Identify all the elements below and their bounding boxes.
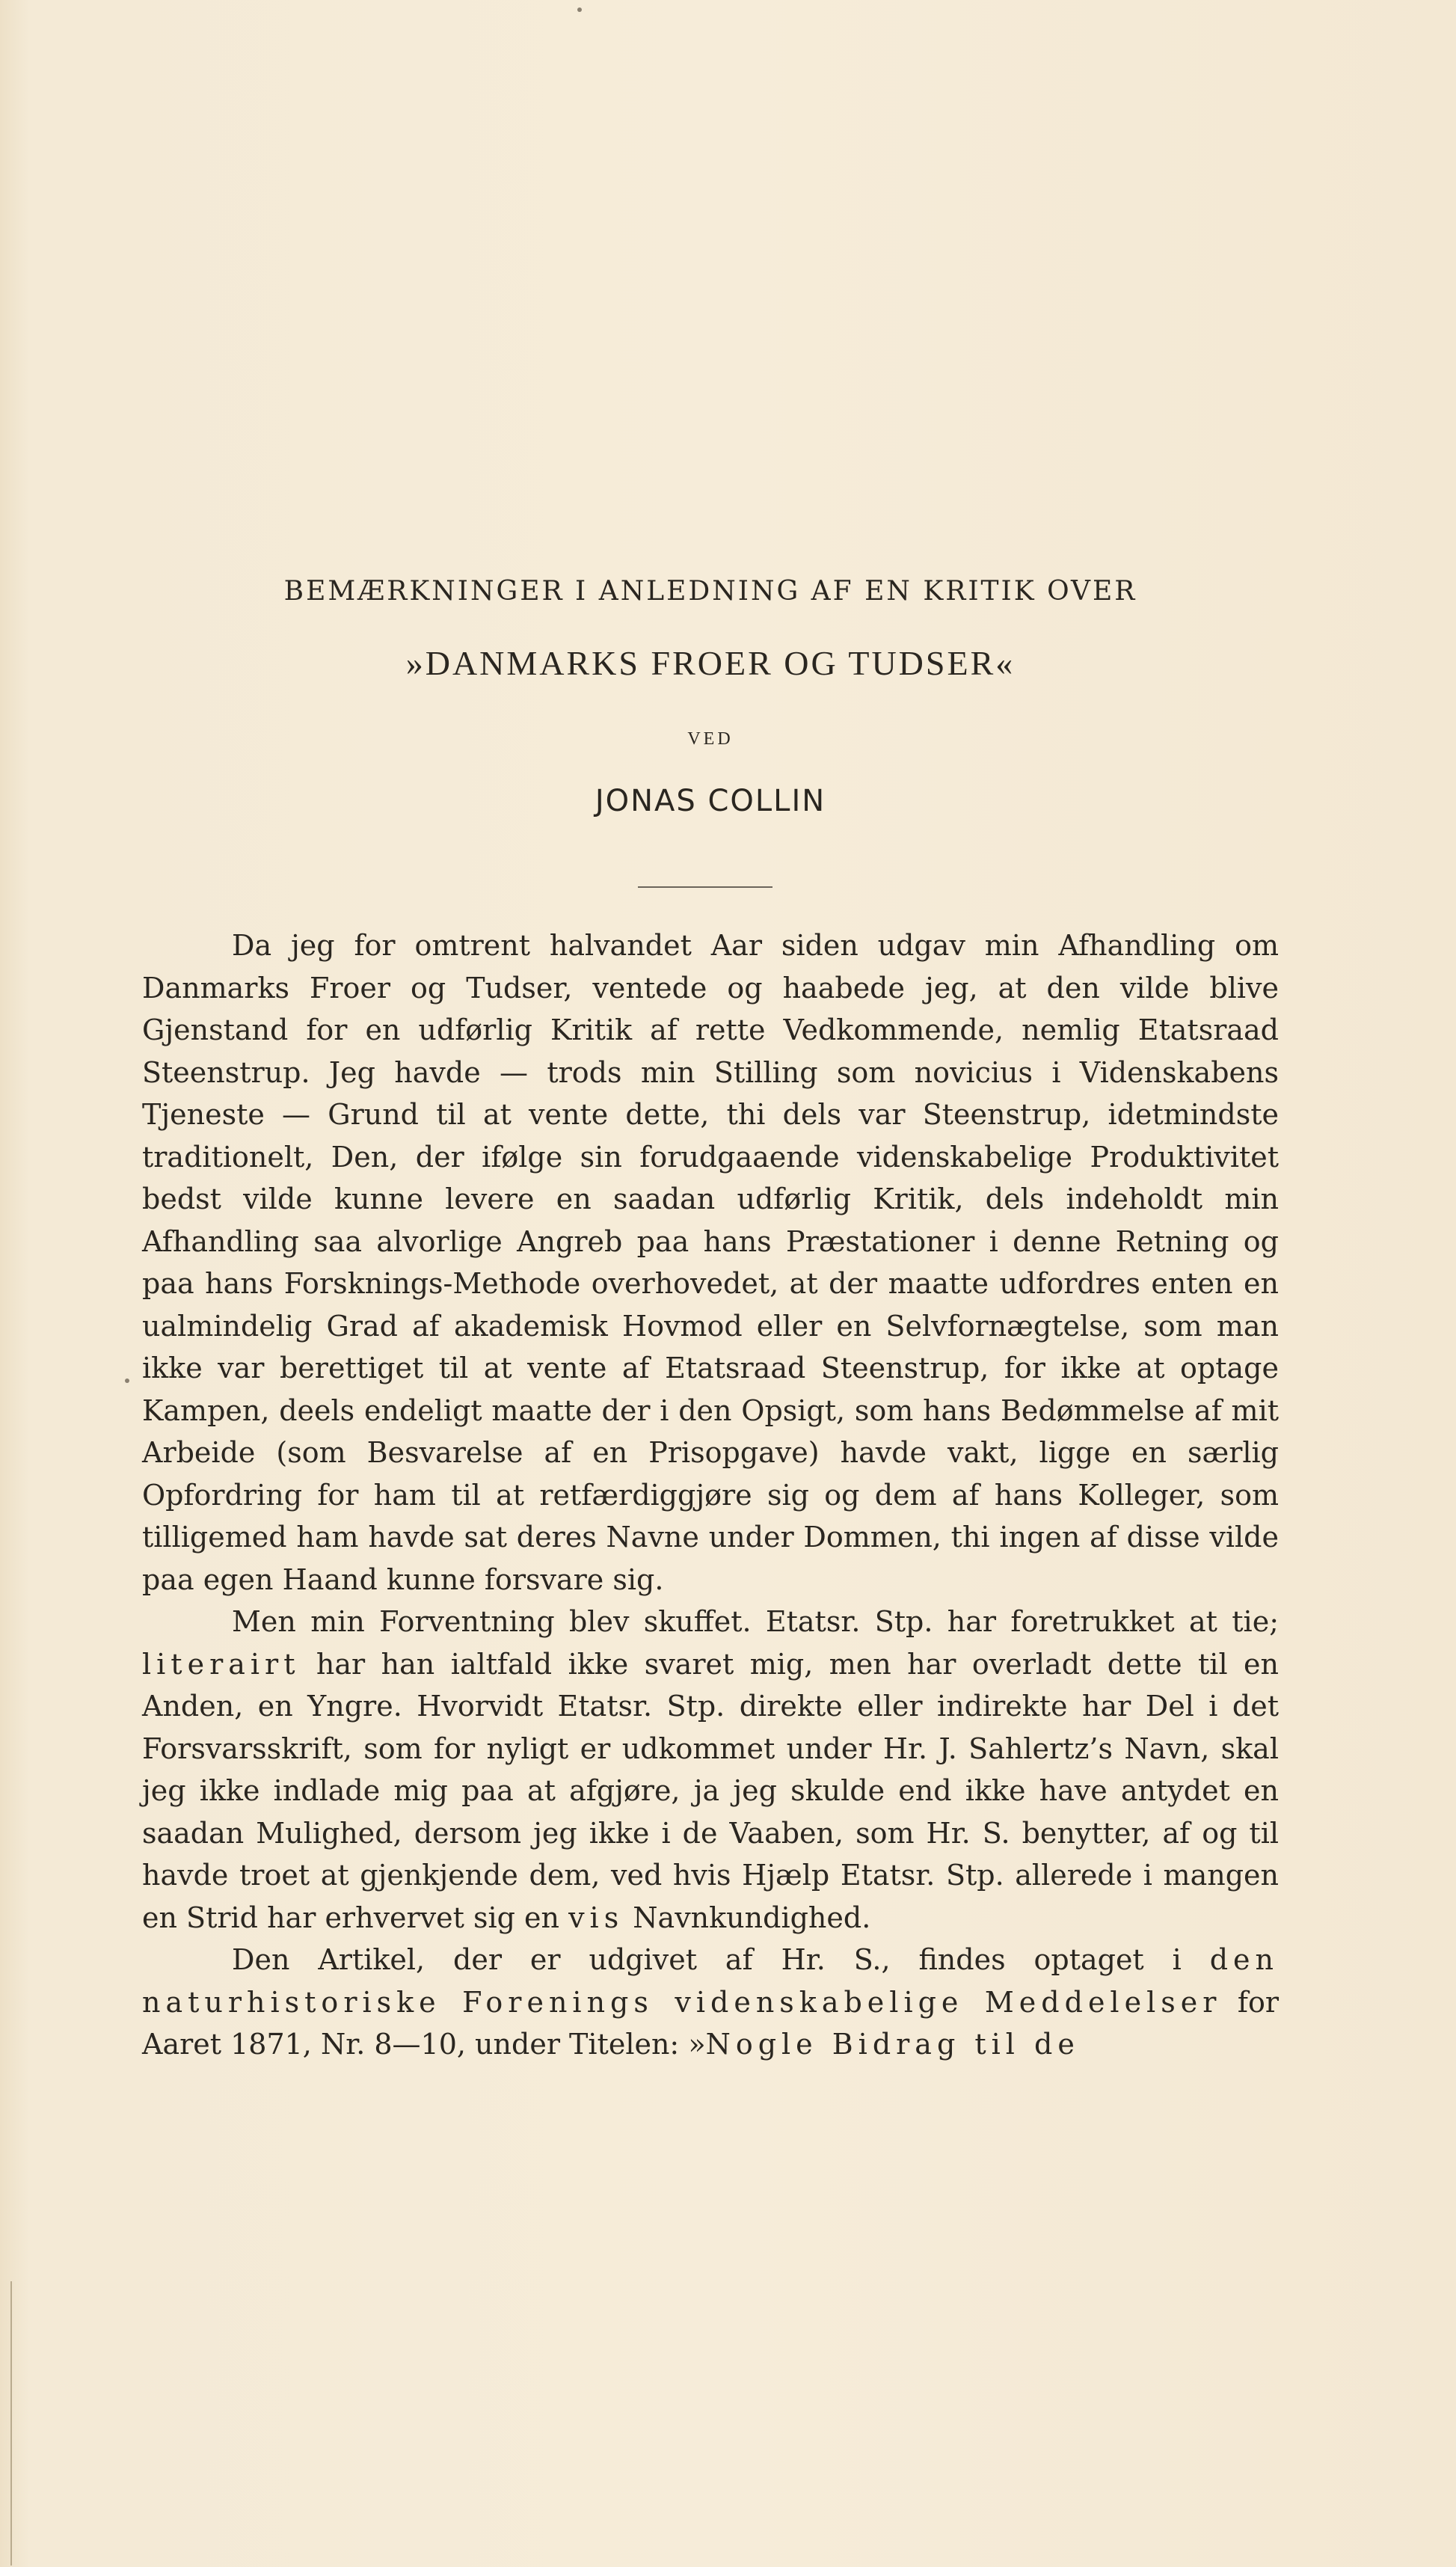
- body-text: [142, 924, 1279, 2066]
- byline-ved: VED: [687, 729, 734, 749]
- title-line-2: »DANMARKS FROER OG TUDSER«: [405, 644, 1016, 682]
- paragraph-3: [142, 1939, 1279, 2066]
- paragraph-1: Da jeg for omtrent halvandet Aar siden udgav min Afhandling om Danmarks Froer og Tudser, ventede og haabede jeg, at den vilde blive Gjenstand for en udførlig Kritik af rette Vedkommende, nemlig Etatsraad Steenstrup. Jeg havde — trods min Stilling som novicius i Videnskabens Tjeneste — Grund til at vente dette, thi dels var Steenstrup, idetmindste traditionelt, Den, der ifølge sin forudgaaende videnskabelige Produktivitet bedst vilde kunne levere en saadan udførlig Kritik, dels indeholdt min Afhandling saa alvorlige Angreb paa hans Præstationer i denne Retning og paa hans Forsknings-Methode overhovedet, at der maatte udfordres enten en ualmindelig Grad af akademisk Hovmod eller en Selvfornægtelse, som man ikke var berettiget til at vente af Etatsraad Steenstrup, for ikke at optage Kampen, deels endeligt maatte der i den Opsigt, som hans Bedømmelse af mit Arbeide (som Besvarelse af en Prisopgave) havde vakt, ligge en særlig Opfordring for ham til at retfærdiggjøre sig og dem af hans Kolleger, som tilligemed ham havde sat deres Navne under Dommen, thi ingen af disse vilde paa egen Haand kunne forsvare sig.: [142, 929, 1279, 1596]
- margin-speck: [125, 1378, 129, 1383]
- section-divider: [638, 886, 772, 888]
- paragraph-3-part-1: Den Artikel, der er udgivet af Hr. S., findes optaget i: [232, 1943, 1210, 1976]
- paragraph-2: [142, 1601, 1279, 1939]
- paragraph-2-part-2: har han ialtfald ikke svaret mig, men har overladt dette til en Anden, en Yngre. Hvorvidt Etatsr. Stp. direkte eller indirekte har Del i det Forsvarsskrift, som for nyligt er udkommet under Hr. J. Sahlertz’s Navn, skal jeg ikke indlade mig paa at afgjøre, ja jeg skulde end ikke have antydet en saadan Mulighed, dersom jeg ikke i de Vaaben, som Hr. S. benytter, af og til havde troet at gjenkjende dem, ved hvis Hjælp Etatsr. Stp. allerede i mangen en Strid har erhvervet sig en: [142, 1647, 1279, 1934]
- binding-edge-mark: [10, 2281, 12, 2566]
- paragraph-2-emphasis-1: literairt: [142, 1647, 301, 1681]
- paragraph-3-part-2: for Aaret 1871, Nr. 8—10, under Titelen: »: [142, 1985, 1279, 2061]
- paragraph-3-emphasis-2: Nogle Bidrag til de: [705, 2028, 1080, 2061]
- paragraph-2-emphasis-2: vis: [568, 1901, 624, 1934]
- paragraph-2-part-1: Men min Forventning blev skuffet. Etatsr. Stp. har foretrukket at tie;: [232, 1605, 1279, 1638]
- top-speck: [577, 7, 582, 12]
- paragraph-3-emphasis-1: den naturhistoriske Forenings videnskabelige Meddelelser: [142, 1943, 1279, 2019]
- paragraph-2-part-3: Navnkundighed.: [624, 1901, 871, 1934]
- author-name: JONAS COLLIN: [595, 784, 826, 818]
- title-line-1: BEMÆRKNINGER I ANLEDNING AF EN KRITIK OVER: [283, 576, 1137, 607]
